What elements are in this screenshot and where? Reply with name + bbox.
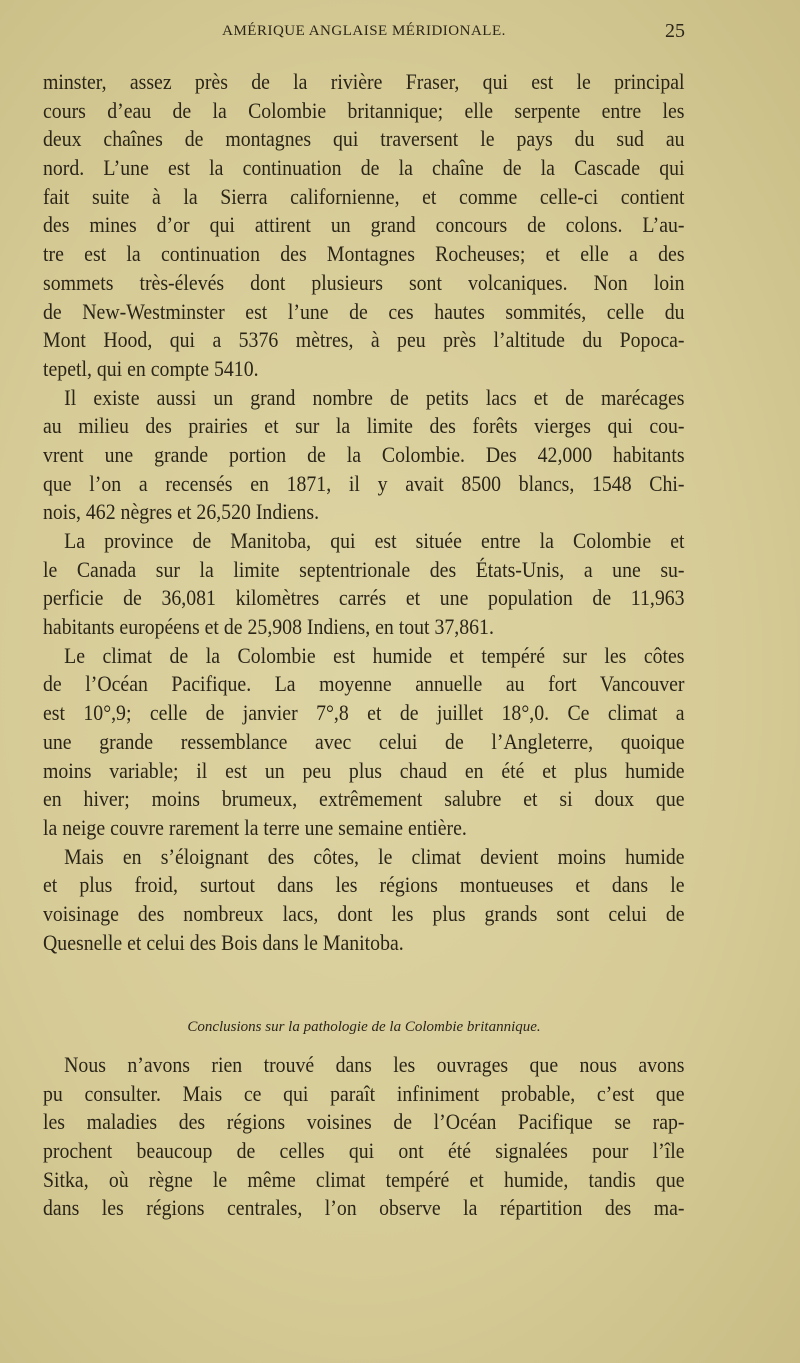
text-line: nord. L’une est la continuation de la chaîne de la Cascade qui — [43, 155, 685, 181]
text-line: le Canada sur la limite septentrionale des États-Unis, a une su- — [43, 556, 685, 582]
text-line: que l’on a recensés en 1871, il y avait 8500 blancs, 1548 Chi- — [43, 470, 685, 496]
text-line: Quesnelle et celui des Bois dans le Manitoba. — [43, 929, 404, 955]
text-line: la neige couvre rarement la terre une semaine entière. — [43, 814, 467, 840]
text-line: sommets très-élevés dont plusieurs sont volcaniques. Non loin — [43, 269, 685, 295]
running-title: AMÉRIQUE ANGLAISE MÉRIDIONALE. — [222, 23, 506, 39]
text-line: de l’Océan Pacifique. La moyenne annuelle au fort Vancouver — [43, 671, 685, 697]
text-line: vrent une grande portion de la Colombie. Des 42,000 habitants — [43, 441, 685, 467]
text-line: Mont Hood, qui a 5376 mètres, à peu près l’altitude du Popoca- — [43, 327, 685, 353]
text-line: dans les régions centrales, l’on observe la répartition des ma- — [43, 1195, 685, 1221]
text-line: tre est la continuation des Montagnes Rocheuses; et elle a des — [43, 241, 685, 267]
text-line: une grande ressemblance avec celui de l’Angleterre, quoique — [43, 728, 685, 754]
text-line: minster, assez près de la rivière Fraser, qui est le principal — [43, 69, 685, 94]
text-line: voisinage des nombreux lacs, dont les plus grands sont celui de — [43, 900, 685, 926]
text-line: habitants européens et de 25,908 Indiens, en tout 37,861. — [43, 614, 494, 640]
text-line: Il existe aussi un grand nombre de petits lacs et de marécages — [64, 384, 685, 410]
section-subheading: Conclusions sur la pathologie de la Colombie britannique. — [187, 1019, 541, 1035]
text-line: fait suite à la Sierra californienne, et comme celle-ci contient — [43, 183, 685, 209]
text-line: pu consulter. Mais ce qui paraît infiniment probable, c’est que — [43, 1080, 685, 1106]
text-line: deux chaînes de montagnes qui traversent le pays du sud au — [43, 126, 685, 152]
page-header — [43, 20, 685, 44]
text-line: perficie de 36,081 kilomètres carrés et une population de 11,963 — [43, 585, 685, 611]
conclusion-text — [43, 1051, 685, 1223]
text-line: nois, 462 nègres et 26,520 Indiens. — [43, 499, 320, 525]
text-line: Sitka, où règne le même climat tempéré et humide, tandis que — [43, 1166, 685, 1192]
text-line: cours d’eau de la Colombie britannique; elle serpente entre les — [43, 97, 685, 123]
body-text — [43, 68, 685, 957]
text-line: prochent beaucoup de celles qui ont été signalées pour l’île — [43, 1138, 685, 1164]
text-line: au milieu des prairies et sur la limite des forêts vierges qui cou- — [43, 413, 685, 439]
text-line: moins variable; il est un peu plus chaud en été et plus humide — [43, 757, 685, 783]
page-number: 25 — [665, 20, 685, 42]
text-line: Le climat de la Colombie est humide et tempéré sur les côtes — [64, 642, 685, 668]
text-line: tepetl, qui en compte 5410. — [43, 355, 259, 381]
text-line: des mines d’or qui attirent un grand concours de colons. L’au- — [43, 212, 685, 238]
text-line: les maladies des régions voisines de l’Océan Pacifique se rap- — [43, 1109, 685, 1135]
text-line: et plus froid, surtout dans les régions montueuses et dans le — [43, 872, 685, 898]
text-line: Nous n’avons rien trouvé dans les ouvrages que nous avons — [64, 1052, 685, 1077]
text-line: en hiver; moins brumeux, extrêmement salubre et si doux que — [43, 786, 685, 812]
text-line: Mais en s’éloignant des côtes, le climat devient moins humide — [64, 843, 685, 869]
text-line: de New-Westminster est l’une de ces hautes sommités, celle du — [43, 298, 685, 324]
text-line: est 10°,9; celle de janvier 7°,8 et de juillet 18°,0. Ce climat a — [43, 700, 685, 726]
text-line: La province de Manitoba, qui est située entre la Colombie et — [64, 528, 685, 553]
